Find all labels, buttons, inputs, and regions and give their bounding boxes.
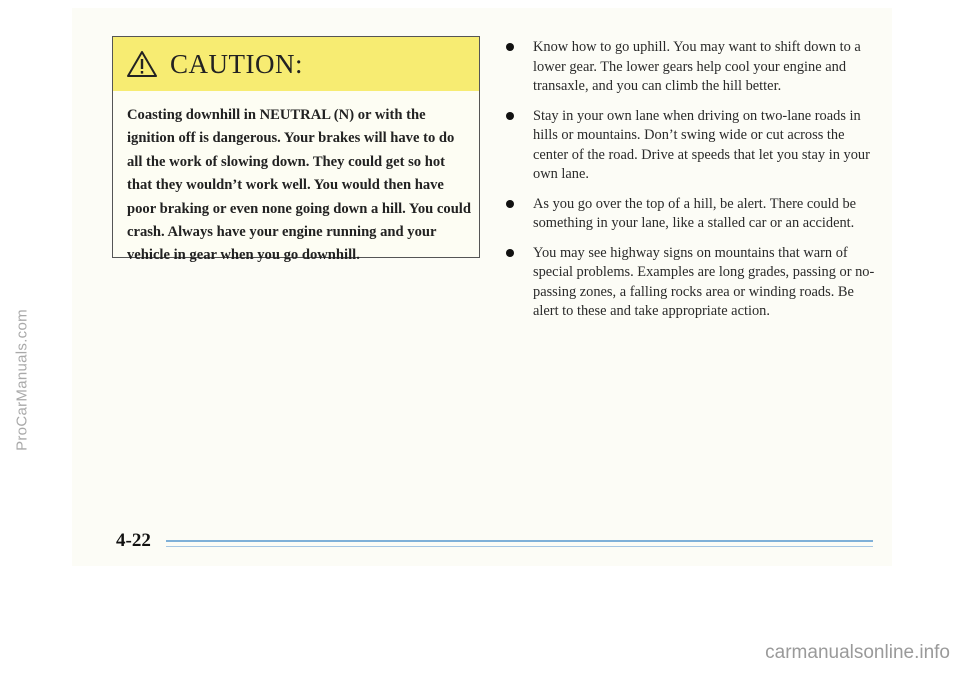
bullet-icon [506,249,514,257]
bullet-list [503,38,875,332]
bullet-text: You may see highway signs on mountains that warn of special problems. Examples are long grades, passing or no-passing zones, a falling rocks area or winding roads. Be alert to these and take appropriate action. [533,244,875,319]
footer-rule-thin [166,546,873,547]
bullet-text: Know how to go uphill. You may want to shift down to a lower gear. The lower gears help cool your engine and transaxle, and you can climb the hill better. [533,39,861,94]
page-number: 4-22 [116,530,151,551]
caution-title: CAUTION: [170,48,303,79]
bullet-icon [506,200,514,208]
bullet-icon [506,43,514,51]
side-watermark: ProCarManuals.com [13,309,31,451]
bottom-watermark: carmanualsonline.info [765,642,950,663]
bullet-text: As you go over the top of a hill, be alert. There could be something in your lane, like a stalled car or an accident. [533,195,857,231]
list-item [503,38,875,97]
bullet-text: Stay in your own lane when driving on two-lane roads in hills or mountains. Don’t swing wide or cut across the center of the road. Drive at speeds that let you stay in your own lane. [533,107,870,182]
bullet-icon [506,112,514,120]
footer-rule [166,540,873,542]
caution-text: Coasting downhill in NEUTRAL (N) or with the ignition off is dangerous. Your brakes will have to do all the work of slowing down. They could get so hot that they wouldn’t work well. You would then have poor braking or even none going down a hill. You could crash. Always have your engine running and your vehicle in gear when you go downhill. [127,107,471,264]
list-item [503,195,875,234]
warning-triangle-icon [126,50,158,78]
caution-box [112,36,480,264]
list-item [503,244,875,322]
caution-header [113,37,479,91]
list-item [503,107,875,185]
